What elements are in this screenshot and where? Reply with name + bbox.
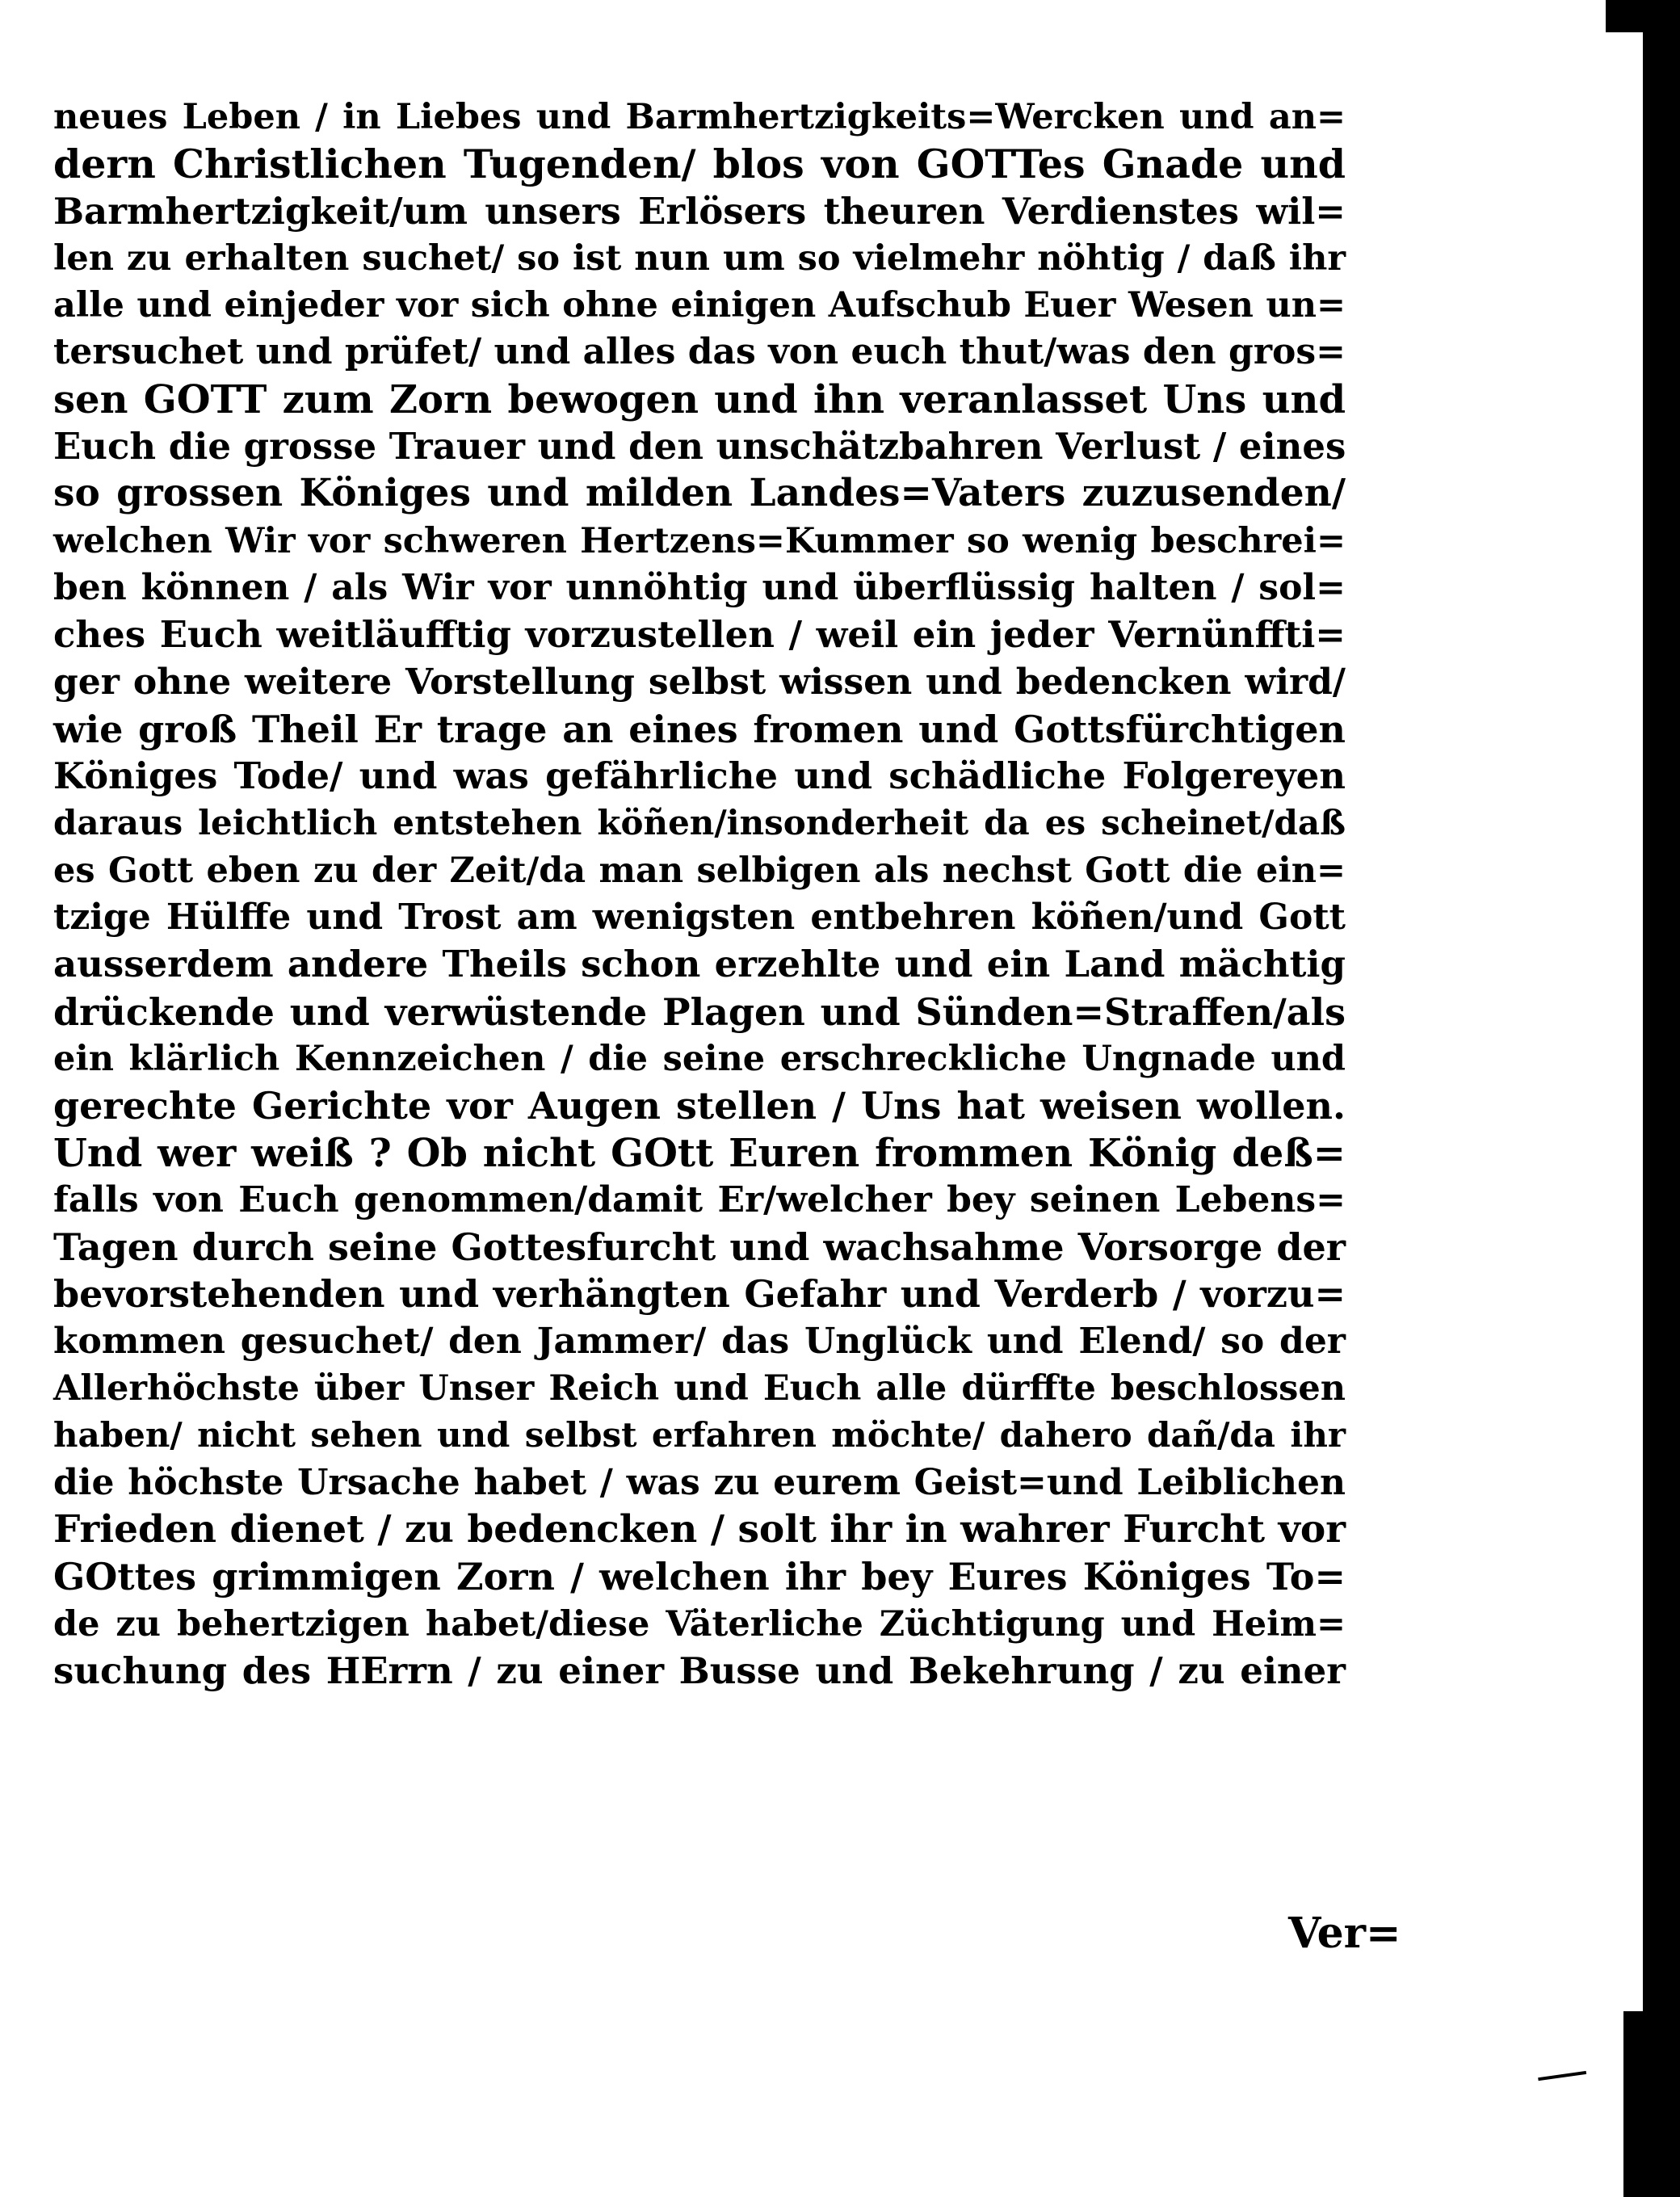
- catchword: Ver=: [1288, 1909, 1401, 1958]
- body-text: [53, 94, 1346, 1695]
- text-line: es Gott eben zu der Zeit/da man selbigen als nechst Gott die ein=: [53, 850, 1346, 891]
- text-line: Euch die grosse Trauer und den unschätzbahren Verlust / eines: [53, 425, 1346, 468]
- text-line: Allerhöchste über Unser Reich und Euch alle dürffte beschlossen: [53, 1368, 1346, 1409]
- text-line: die höchste Ursache habet / was zu eurem Geist=und Leiblichen: [53, 1461, 1346, 1503]
- text-line: sen GOTT zum Zorn bewogen und ihn veranlasset Uns und: [53, 376, 1346, 422]
- text-line: kommen gesuchet/ den Jammer/ das Unglück und Elend/ so der: [53, 1320, 1346, 1362]
- text-line: neues Leben / in Liebes und Barmhertzigkeits=Wercken und an=: [53, 97, 1346, 137]
- text-line: welchen Wir vor schweren Hertzens=Kummer so wenig beschrei=: [53, 520, 1346, 561]
- text-line: Frieden dienet / zu bedencken / solt ihr in wahrer Furcht vor: [53, 1506, 1346, 1552]
- text-line: tersuchet und prüfet/ und alles das von euch thut/was den gros=: [53, 331, 1346, 373]
- text-line: Und wer weiß ? Ob nicht GOtt Euren frommen König deß=: [53, 1130, 1346, 1176]
- text-line: suchung des HErrn / zu einer Busse und Bekehrung / zu einer: [53, 1649, 1346, 1692]
- text-line: ben können / als Wir vor unnöhtig und überflüssig halten / sol=: [53, 566, 1346, 608]
- text-line: wie groß Theil Er trage an eines fromen und Gottsfürchtigen: [53, 707, 1346, 751]
- scan-border-bottom-corner: [1623, 2011, 1680, 2197]
- text-line: drückende und verwüstende Plagen und Sünden=Straffen/als: [53, 989, 1346, 1034]
- text-line: de zu behertzigen habet/diese Väterliche Züchtigung und Heim=: [53, 1603, 1346, 1645]
- text-line: ausserdem andere Theils schon erzehlte und ein Land mächtig: [53, 943, 1346, 986]
- text-line: ches Euch weitläufftig vorzustellen / weil ein jeder Vernünffti=: [53, 613, 1346, 657]
- scan-border-top-corner: [1606, 0, 1680, 32]
- text-line: Königes Tode/ und was gefährliche und schädliche Folgereyen: [53, 754, 1346, 798]
- text-line: ein klärlich Kennzeichen / die seine erschreckliche Ungnade und: [53, 1038, 1346, 1079]
- text-line: Tagen durch seine Gottesfurcht und wachsahme Vorsorge der: [53, 1225, 1346, 1270]
- text-line: falls von Euch genommen/damit Er/welcher bey seinen Lebens=: [53, 1178, 1346, 1220]
- text-line: so grossen Königes und milden Landes=Vaters zuzusenden/: [53, 471, 1346, 516]
- text-line: ger ohne weitere Vorstellung selbst wissen und bedencken wird/: [53, 661, 1346, 703]
- text-line: dern Christlichen Tugenden/ blos von GOTTes Gnade und: [53, 141, 1346, 188]
- text-line: Barmhertzigkeit/um unsers Erlösers theuren Verdienstes wil=: [53, 189, 1346, 233]
- text-line: daraus leichtlich entstehen köñen/insonderheit da es scheinet/daß: [53, 803, 1346, 843]
- scan-border-right: [1643, 0, 1680, 2197]
- text-line: haben/ nicht sehen und selbst erfahren möchte/ dahero dañ/da ihr: [53, 1415, 1346, 1456]
- text-line: gerechte Gerichte vor Augen stellen / Uns hat weisen wollen.: [53, 1084, 1346, 1128]
- ink-speck: [1538, 2071, 1588, 2090]
- text-line: tzige Hülffe und Trost am wenigsten entbehren köñen/und Gott: [53, 897, 1346, 939]
- text-line: len zu erhalten suchet/ so ist nun um so vielmehr nöhtig / daß ihr: [53, 237, 1346, 279]
- text-line: alle und einjeder vor sich ohne einigen Aufschub Euer Wesen un=: [53, 285, 1346, 326]
- text-line: bevorstehenden und verhängten Gefahr und Verderb / vorzu=: [53, 1272, 1346, 1317]
- text-line: GOttes grimmigen Zorn / welchen ihr bey Eures Königes To=: [53, 1555, 1346, 1599]
